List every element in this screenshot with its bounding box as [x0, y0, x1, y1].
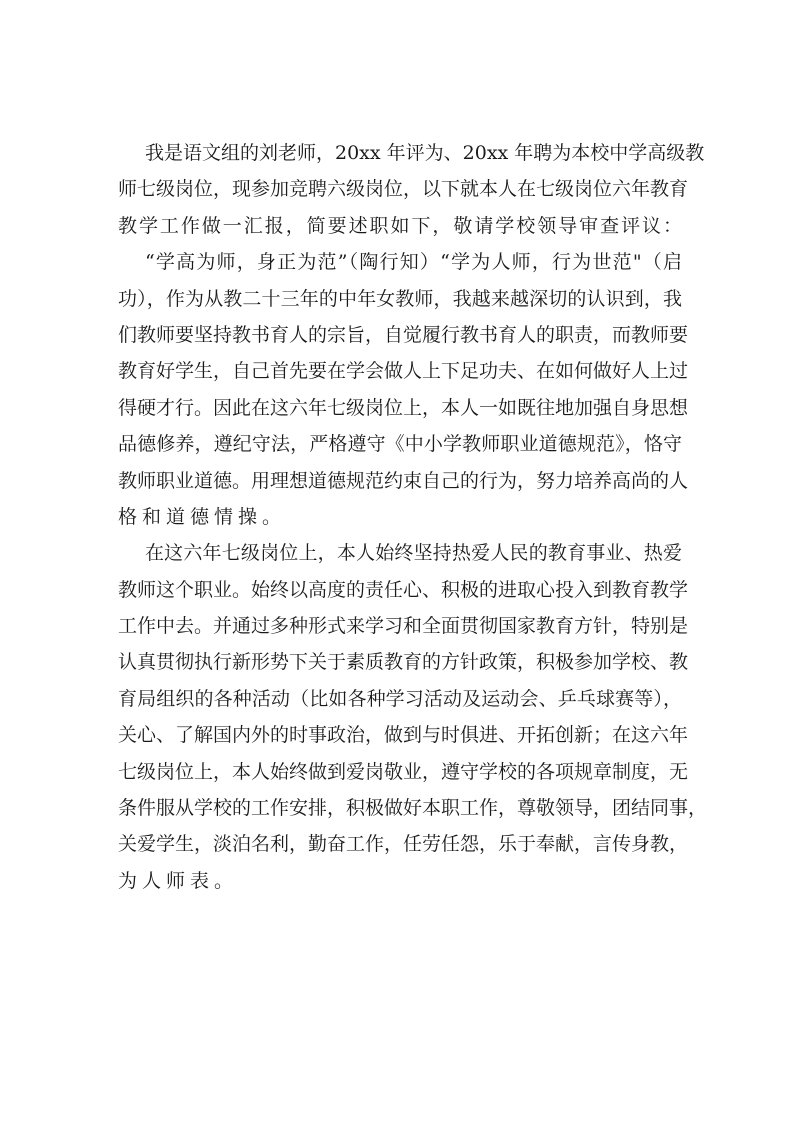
text-line: 育局组织的各种活动（比如各种学习活动及运动会、乒乓球赛等），	[118, 687, 682, 710]
text-line: 为人师表。	[118, 869, 239, 892]
text-line: 条件服从学校的工作安排，积极做好本职工作，尊敬领导，团结同事，	[118, 797, 708, 820]
paragraph	[118, 244, 689, 535]
text-line: 教育好学生，自己首先要在学会做人上下足功夫、在如何做好人上过	[118, 360, 689, 383]
text-line: “学高为师，身正为范”（陶行知）“学为人师，行为世范"（启	[145, 251, 682, 274]
text-line: 七级岗位上，本人始终做到爱岗敬业，遵守学校的各项规章制度，无	[118, 760, 689, 783]
text-line: 教师职业道德。用理想道德规范约束自己的行为，努力培养高尚的人	[118, 469, 689, 492]
document-body	[118, 135, 708, 899]
text-line: 关心、了解国内外的时事政治，做到与时俱进、开拓创新；在这六年	[118, 724, 689, 747]
text-line: 教师这个职业。始终以高度的责任心、积极的进取心投入到教育教学	[118, 578, 689, 601]
paragraph	[118, 535, 708, 899]
text-line: 认真贯彻执行新形势下关于素质教育的方针政策，积极参加学校、教	[118, 651, 689, 674]
text-line: 得硬才行。因此在这六年七级岗位上，本人一如既往地加强自身思想	[118, 396, 689, 419]
paragraph	[118, 135, 705, 244]
text-line: 功），作为从教二十三年的中年女教师，我越来越深切的认识到，我	[118, 287, 682, 310]
text-line: 品德修养，遵纪守法，严格遵守《中小学教师职业道德规范》，恪守	[118, 433, 682, 456]
text-line: 工作中去。并通过多种形式来学习和全面贯彻国家教育方针，特别是	[118, 615, 689, 638]
text-line: 在这六年七级岗位上，本人始终坚持热爱人民的教育事业、热爱	[145, 542, 682, 565]
text-line: 格和道德情操。	[118, 505, 287, 528]
text-line: 关爱学生，淡泊名利，勤奋工作，任劳任怨，乐于奉献，言传身教，	[118, 833, 689, 856]
text-line: 我是语文组的刘老师，20xx 年评为、20xx 年聘为本校中学高级教	[145, 142, 705, 164]
text-line: 师七级岗位，现参加竞聘六级岗位，以下就本人在七级岗位六年教育	[118, 178, 689, 201]
text-line: 们教师要坚持教书育人的宗旨，自觉履行教书育人的职责，而教师要	[118, 323, 689, 346]
text-line: 教学工作做一汇报，简要述职如下，敬请学校领导审查评议：	[118, 214, 682, 237]
